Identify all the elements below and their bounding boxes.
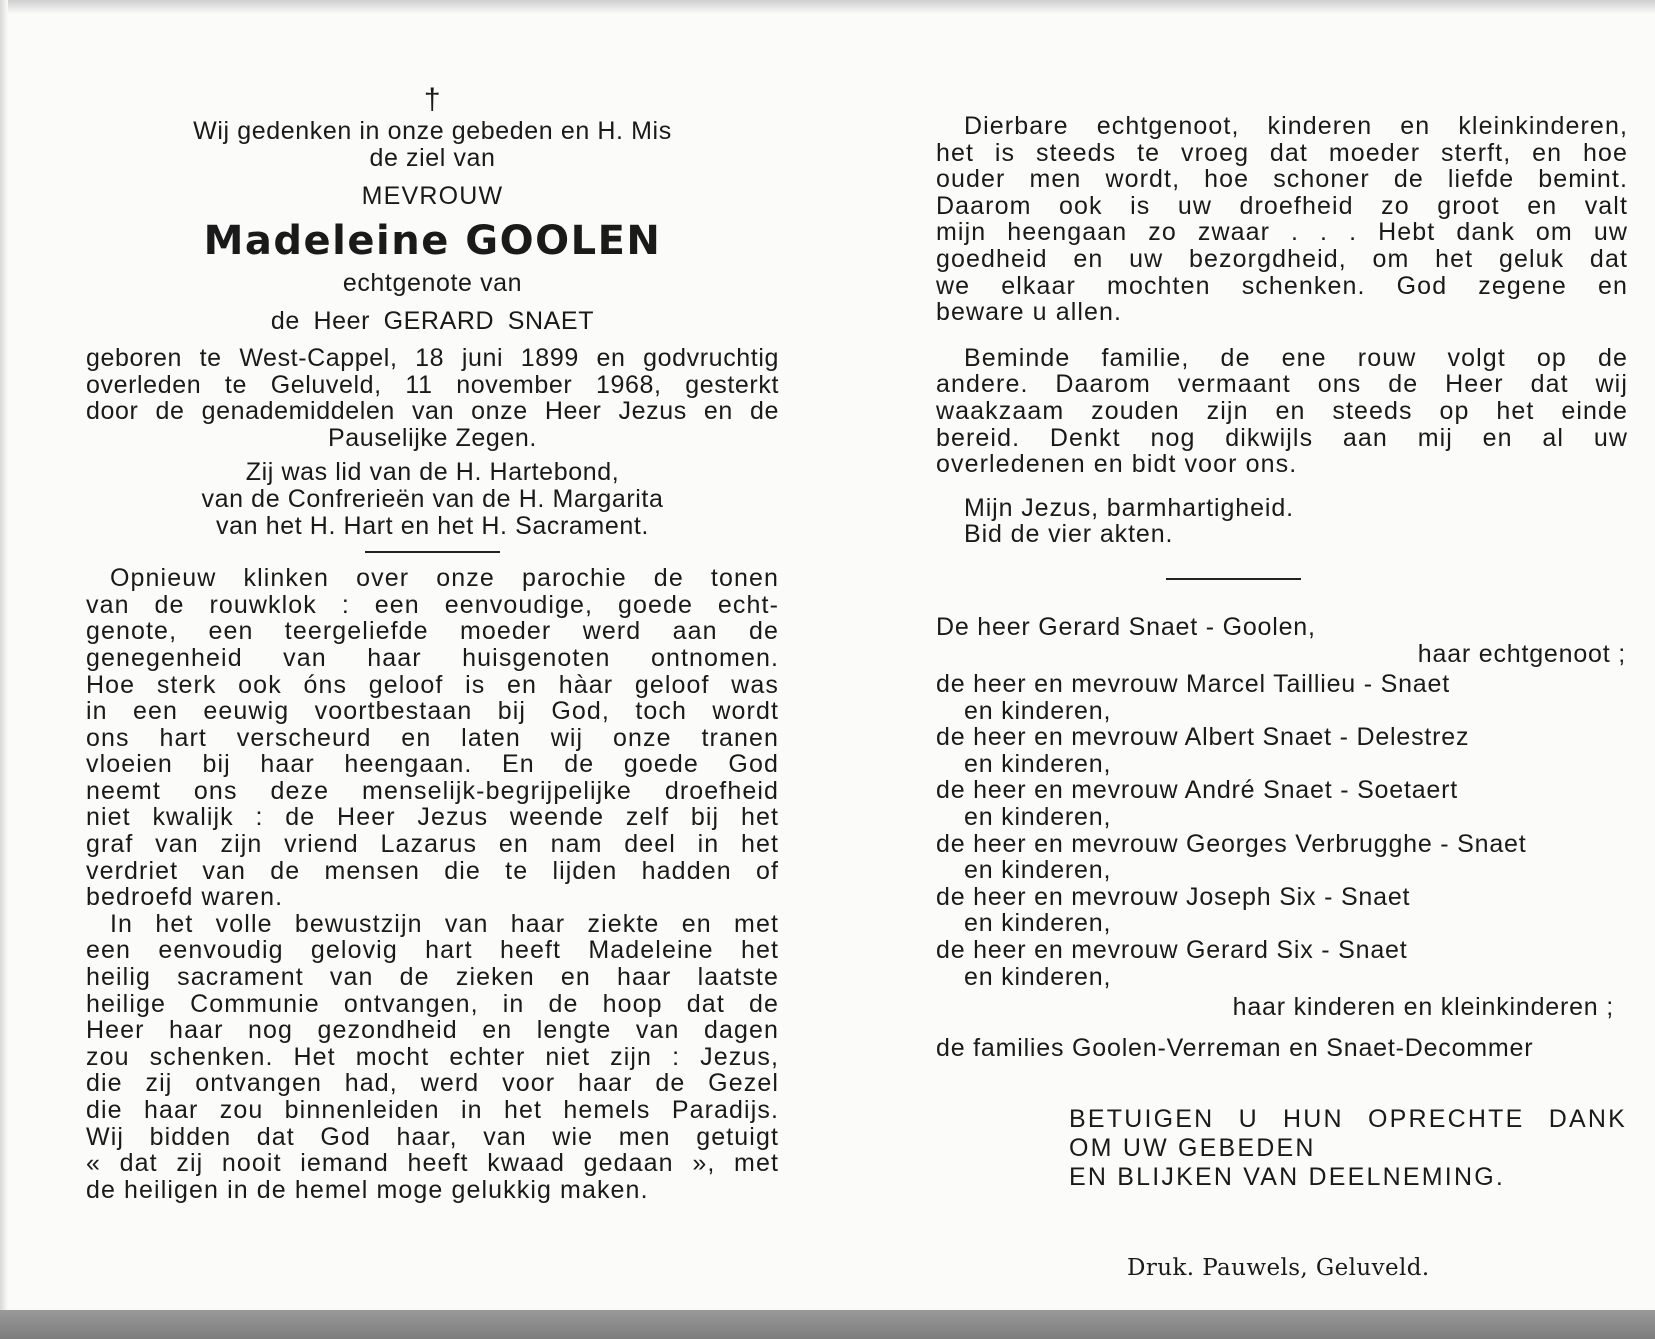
left-page — [86, 84, 779, 1203]
text-line: Opnieuw klinken over onze parochie de tonen — [110, 564, 779, 593]
text-line: verdriet van de mensen die te lijden hadden of — [86, 856, 779, 885]
child-couple: de heer en mevrouw André Snaet - Soetaert — [936, 776, 1458, 805]
text-line: Daarom ook is uw droefheid zo groot en valt — [936, 191, 1628, 220]
text-line: Hoe sterk ook óns geloof is en hàar geloof was — [86, 670, 779, 699]
farewell-paragraph-1 — [936, 113, 1628, 326]
text-line: overledenen en bidt voor ons. — [936, 450, 1298, 479]
title-prefix: MEVROUW — [361, 182, 504, 211]
child-note: en kinderen, — [964, 696, 1112, 725]
child-note: en kinderen, — [964, 803, 1112, 832]
child-note: en kinderen, — [964, 962, 1112, 991]
text-line: door de genademiddelen van onze Heer Jezus en de — [86, 397, 779, 426]
child-couple: de heer en mevrouw Joseph Six - Snaet — [936, 882, 1411, 911]
cross-icon: † — [423, 83, 442, 116]
child-couple: de heer en mevrouw Marcel Taillieu - Snaet — [936, 670, 1450, 699]
intro-line: de ziel van — [369, 143, 496, 172]
text-line: ouder men wordt, hoe schoner de liefde bemint. — [936, 165, 1628, 194]
text-line: mijn heengaan zo zwaar . . . Hebt dank om uw — [936, 218, 1628, 247]
child-note: en kinderen, — [964, 749, 1112, 778]
text-line: Dierbare echtgenoot, kinderen en kleinkinderen, — [964, 112, 1628, 140]
husband-role: haar echtgenoot ; — [1417, 639, 1626, 668]
text-line: een eenvoudig gelovig hart heeft Madeleine het — [86, 936, 779, 965]
prayer — [936, 495, 1628, 548]
text-line: het is steeds te vroeg dat moeder sterft, en hoe — [936, 138, 1628, 167]
text-line: andere. Daarom vermaant ons de Heer dat wij — [936, 370, 1628, 399]
thanks-word: OPRECHTE — [1368, 1105, 1525, 1134]
thanks-line — [1069, 1105, 1627, 1134]
child-note: en kinderen, — [964, 909, 1112, 938]
text-line: bedroefd waren. — [86, 883, 284, 912]
tribute-paragraph-1 — [86, 565, 779, 911]
deceased-name: Madeleine GOOLEN — [203, 217, 662, 264]
text-line: bereid. Denkt nog dikwijls aan mij en al uw — [936, 423, 1628, 452]
family-list — [936, 614, 1628, 1062]
text-line: we elkaar mochten schenken. God zegene en — [936, 271, 1628, 300]
text-line: « dat zij nooit iemand heeft kwaad gedaan », met — [86, 1149, 779, 1178]
divider — [365, 551, 500, 553]
child-couple: de heer en mevrouw Gerard Six - Snaet — [936, 936, 1408, 965]
thanks-word: DANK — [1548, 1105, 1627, 1134]
spouse-intro: echtgenote van — [342, 268, 523, 297]
text-line: genegenheid van haar huisgenoten ontnomen. — [86, 643, 779, 672]
text-line: niet kwalijk : de Heer Jezus weende zelf bij het — [86, 803, 779, 832]
text-line: goedheid en uw bezorgdheid, om het geluk dat — [936, 244, 1628, 273]
text-line: Beminde familie, de ene rouw volgt op de — [964, 343, 1628, 372]
extended-families: de families Goolen-Verreman en Snaet-Decommer — [936, 1033, 1534, 1062]
children-role: haar kinderen en kleinkinderen ; — [1232, 993, 1614, 1022]
child-couple: de heer en mevrouw Georges Verbrugghe - Snaet — [936, 829, 1527, 858]
text-line: heilig sacrament van de zieken en haar laatste — [86, 963, 779, 992]
membership-text — [86, 459, 779, 539]
text-line: Zij was lid van de H. Hartebond, — [245, 458, 620, 487]
divider — [1166, 578, 1301, 580]
text-line: beware u allen. — [936, 298, 1123, 327]
thanks-word: BETUIGEN — [1069, 1105, 1215, 1134]
thanks-word: U — [1238, 1105, 1259, 1134]
left-edge-shadow — [0, 0, 8, 1310]
text-line: ons hart verscheurd en laten wij onze tranen — [86, 723, 779, 752]
birth-death-text — [86, 345, 779, 451]
intro-text — [86, 118, 779, 171]
text-line: van het H. Hart en het H. Sacrament. — [216, 511, 649, 540]
text-line: geboren te West-Cappel, 18 juni 1899 en godvruchtig — [86, 343, 779, 372]
thanks-text — [936, 1105, 1628, 1192]
text-line: neemt ons deze menselijk-begrijpelijke droefheid — [86, 776, 779, 805]
text-line: die haar zou binnenleiden in het hemels Paradijs. — [86, 1096, 779, 1124]
text-line: waakzaam zouden zijn en steeds op het einde — [936, 396, 1628, 425]
intro-line: Wij gedenken in onze gebeden en H. Mis — [193, 117, 672, 145]
tribute-paragraph-2 — [86, 911, 779, 1204]
thanks-word: HUN — [1283, 1105, 1344, 1134]
thanks-line: EN BLIJKEN VAN DEELNEMING. — [1069, 1163, 1505, 1192]
text-line: heilige Communie ontvangen, in de hoop dat de — [86, 989, 779, 1018]
children-list — [936, 671, 1628, 990]
text-line: genote, een teergeliefde moeder werd aan de — [86, 617, 779, 646]
text-line: Pauselijke Zegen. — [328, 423, 537, 452]
scan-bottom-edge — [0, 1310, 1655, 1339]
text-line: zou schenken. Het mocht echter niet zijn : Jezus, — [86, 1042, 779, 1071]
prayer-line: Mijn Jezus, barmhartigheid. — [964, 493, 1294, 522]
text-line: Heer haar nog gezondheid en lengte van dagen — [86, 1016, 779, 1045]
top-fold-shadow — [0, 0, 1655, 14]
text-line: Wij bidden dat God haar, van wie men getuigt — [86, 1122, 779, 1151]
text-line: in een eeuwig voortbestaan bij God, toch wordt — [86, 697, 779, 726]
text-line: vloeien bij haar heengaan. En de goede God — [86, 750, 779, 779]
tribute-text — [86, 565, 779, 1203]
spouse-name: de Heer GERARD SNAET — [270, 307, 595, 336]
text-line: overleden te Geluveld, 11 november 1968, gesterkt — [86, 370, 779, 399]
child-note: en kinderen, — [964, 856, 1112, 885]
thanks-line: OM UW GEBEDEN — [1069, 1134, 1316, 1163]
text-line: van de Confrerieën van de H. Margarita — [201, 484, 664, 513]
text-line: de heiligen in de hemel moge gelukkig maken. — [86, 1175, 649, 1204]
text-line: graf van zijn vriend Lazarus en nam deel in het — [86, 830, 779, 859]
printer-credit: Druk. Pauwels, Geluveld. — [1127, 1255, 1430, 1281]
text-line: die zij ontvangen had, werd voor haar de Gezel — [86, 1069, 779, 1098]
husband: De heer Gerard Snaet - Goolen, — [936, 612, 1316, 641]
text-line: van de rouwklok : een eenvoudige, goede echt- — [86, 590, 779, 619]
right-page — [936, 113, 1628, 1192]
child-couple: de heer en mevrouw Albert Snaet - Delestrez — [936, 723, 1470, 752]
text-line: In het volle bewustzijn van haar ziekte en met — [110, 909, 779, 938]
farewell-paragraph-2 — [936, 345, 1628, 478]
prayer-line: Bid de vier akten. — [964, 520, 1174, 549]
